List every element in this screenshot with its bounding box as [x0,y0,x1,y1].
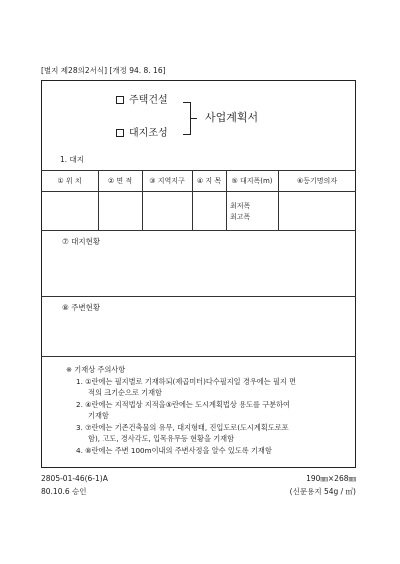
option-housing-construction[interactable] [116,96,168,106]
note-item-2 [76,399,290,421]
section-site-status: ⑦ 대지현황 [62,237,101,246]
checkbox-housing-construction[interactable] [116,96,124,104]
col-header-land-category: ④ 지 목 [196,177,222,185]
section-divider [41,356,356,357]
bracket-tick [191,118,197,119]
footer-paper-size: 190㎜×268㎜ [306,474,356,483]
section-site-heading: 1. 대지 [60,155,85,164]
col-header-location: ① 위 치 [57,177,82,185]
note-item-3 [76,422,289,444]
note-item-1 [76,376,296,398]
note-line: 4. ⑧란에는 주변 100m이내의 주변사정을 알수 있도록 기재함 [76,446,272,455]
note-line: 적의 크기순으로 기재함 [88,388,163,398]
col-header-registered-owner: ⑥등기명의자 [296,177,338,185]
note-line: 기재함 [88,411,109,421]
table-bottom-line [41,230,356,231]
note-line: 1. ①란에는 필지별로 기재하되(제곱미터)다수필지일 경우에는 필지 면 [76,377,297,386]
form-reference: [별지 제28의2서식] [개정 94. 8. 16] [41,66,166,75]
table-top-line [41,170,356,171]
option-site-preparation[interactable] [116,129,168,139]
note-line: 3. ⑦란에는 기존건축물의 유무, 대지형태, 진입도로(도시계획도로포 [76,423,289,432]
section-surrounding-status: ⑧ 주변현황 [62,303,101,312]
footer-form-code: 2805-01-46(6-1)A [41,474,108,483]
option-label: 대지조성 [129,128,168,139]
form-title: 사업계획서 [205,111,259,124]
footer-approval-date: 80.10.6 승인 [41,487,87,496]
col-header-zone: ③ 지역지구 [149,177,185,185]
table-header-line [41,191,356,192]
footer-paper-type: (신문용지 54g / ㎡) [289,487,356,496]
notes-heading: ※ 기재상 주의사항 [66,365,126,374]
bracket [183,102,191,135]
note-item-4 [76,445,272,456]
note-line: 2. ④란에는 지적법상 지적을⑤란에는 도시계획법상 용도를 구분하여 [76,400,290,409]
section-divider [41,296,356,297]
option-label: 주택건설 [129,95,168,106]
note-line: 함), 고도, 경사각도, 입목유무등 현황을 기재함 [88,434,235,444]
col-header-area: ② 면 적 [107,177,133,185]
col-header-site-width: ⑤ 대지폭(m) [231,177,273,185]
min-width-label: 최저폭 [230,202,251,210]
checkbox-site-preparation[interactable] [116,129,124,137]
max-width-label: 최고폭 [230,213,251,221]
